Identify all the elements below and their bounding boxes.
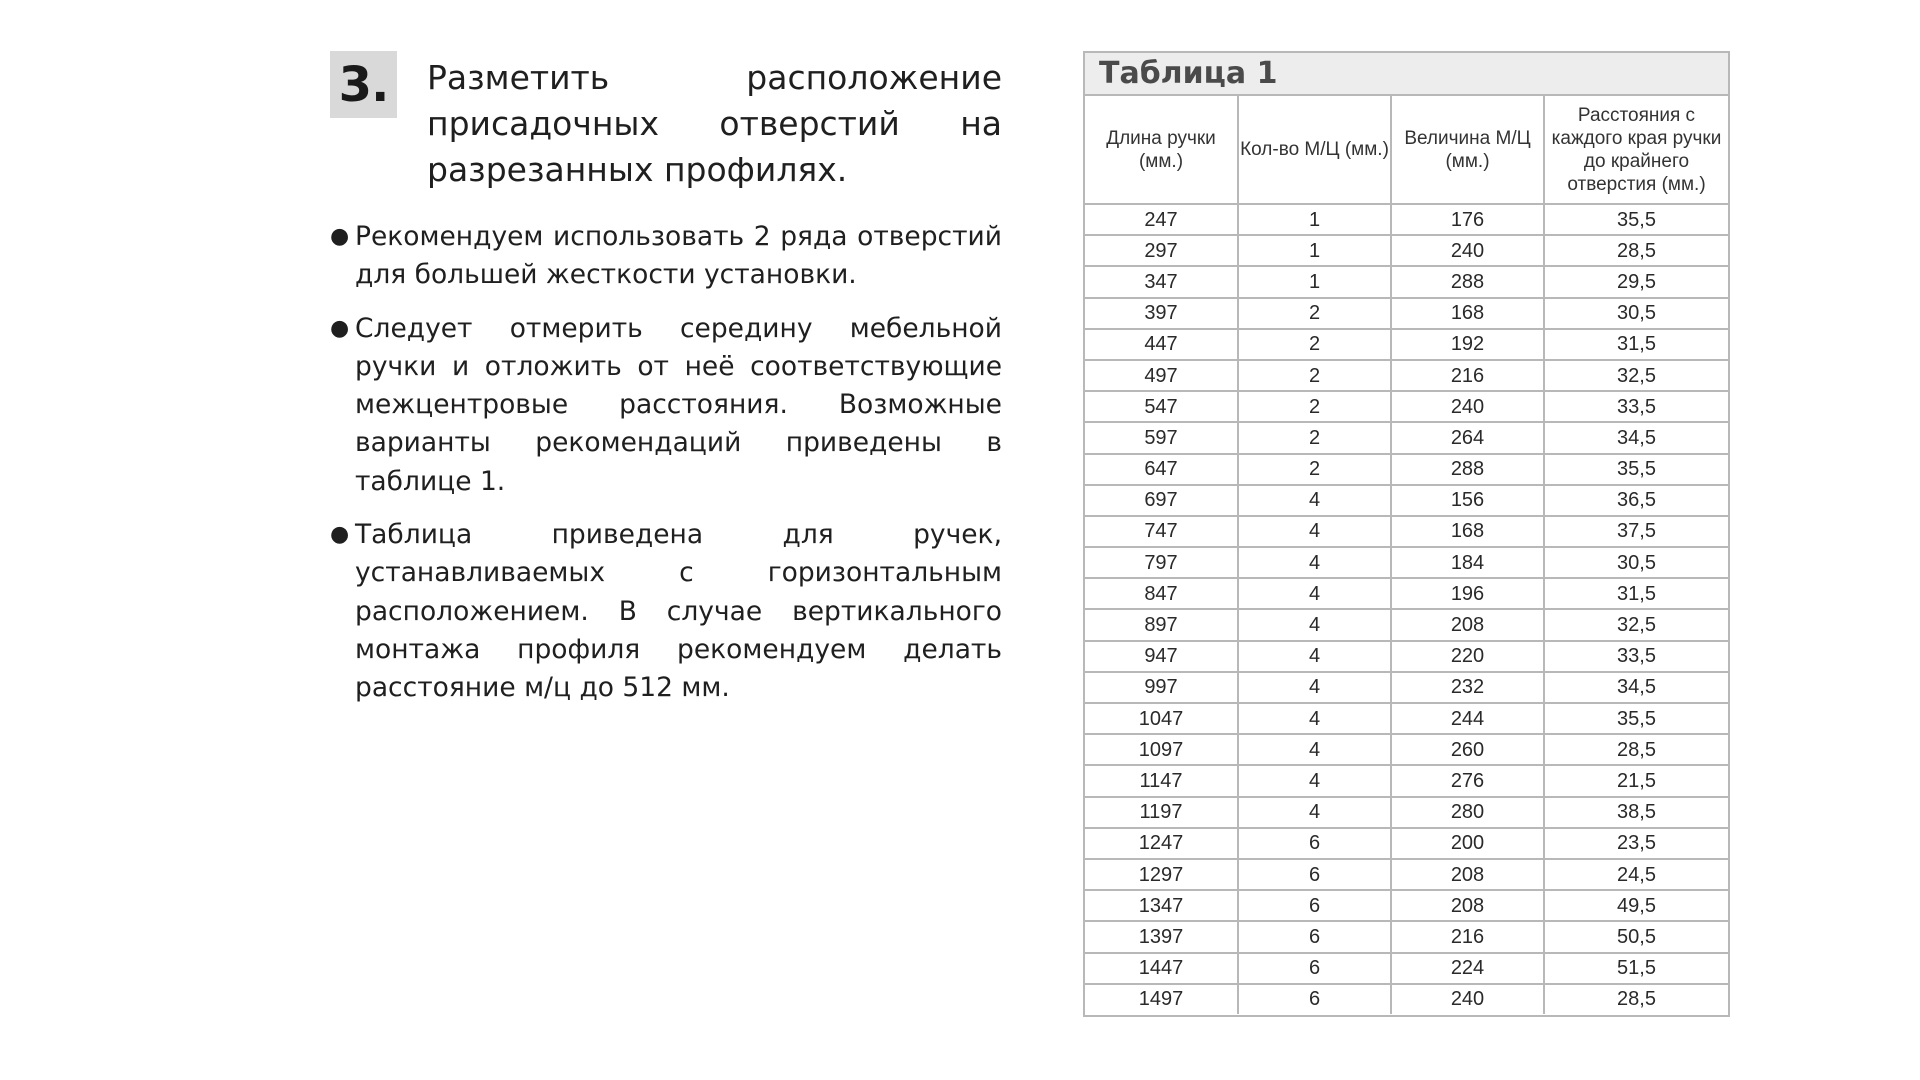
cell-handle-length: 1097 <box>1085 734 1238 765</box>
table-caption: Таблица 1 <box>1085 53 1728 96</box>
cell-hole-count: 4 <box>1238 703 1391 734</box>
cell-handle-length: 497 <box>1085 360 1238 391</box>
table-row <box>1085 703 1728 734</box>
cell-edge-distance: 34,5 <box>1544 422 1728 453</box>
bullet-icon: ● <box>330 522 350 548</box>
cell-center-distance: 196 <box>1391 578 1544 609</box>
bullet-text: Следует отмерить середину мебельной ручки и отложить от неё соответствующие межцентровые расстояния. Возможные варианты рекомендаций приведены в таблице 1. <box>355 312 1002 497</box>
table-row <box>1085 391 1728 422</box>
table-row <box>1085 921 1728 952</box>
cell-handle-length: 1497 <box>1085 984 1238 1014</box>
cell-edge-distance: 24,5 <box>1544 859 1728 890</box>
bullet-text: Таблица приведена для ручек, устанавливаемых с горизонтальным расположением. В случае вертикального монтажа профиля рекомендуем делать расстояние м/ц до 512 мм. <box>355 519 1002 704</box>
cell-hole-count: 2 <box>1238 329 1391 360</box>
spec-table <box>1085 96 1728 1014</box>
cell-handle-length: 697 <box>1085 485 1238 516</box>
cell-center-distance: 264 <box>1391 422 1544 453</box>
cell-edge-distance: 23,5 <box>1544 828 1728 859</box>
cell-center-distance: 168 <box>1391 298 1544 329</box>
cell-handle-length: 1347 <box>1085 890 1238 921</box>
table-row <box>1085 859 1728 890</box>
cell-hole-count: 2 <box>1238 298 1391 329</box>
cell-edge-distance: 37,5 <box>1544 516 1728 547</box>
cell-handle-length: 1447 <box>1085 953 1238 984</box>
step-title: Разметить расположение присадочных отверстий на разрезанных профилях. <box>427 58 1002 189</box>
cell-handle-length: 1047 <box>1085 703 1238 734</box>
cell-center-distance: 184 <box>1391 547 1544 578</box>
cell-center-distance: 220 <box>1391 641 1544 672</box>
recommendation-list <box>330 218 1002 723</box>
cell-hole-count: 4 <box>1238 672 1391 703</box>
cell-edge-distance: 32,5 <box>1544 360 1728 391</box>
cell-handle-length: 947 <box>1085 641 1238 672</box>
cell-center-distance: 240 <box>1391 235 1544 266</box>
table-row <box>1085 953 1728 984</box>
cell-center-distance: 260 <box>1391 734 1544 765</box>
cell-center-distance: 208 <box>1391 859 1544 890</box>
cell-hole-count: 6 <box>1238 921 1391 952</box>
cell-center-distance: 216 <box>1391 360 1544 391</box>
cell-hole-count: 2 <box>1238 391 1391 422</box>
header-hole-count: Кол-во М/Ц (мм.) <box>1238 96 1391 204</box>
header-center-distance: Величина М/Ц (мм.) <box>1391 96 1544 204</box>
cell-edge-distance: 28,5 <box>1544 734 1728 765</box>
table-row <box>1085 734 1728 765</box>
table-row <box>1085 828 1728 859</box>
cell-center-distance: 208 <box>1391 890 1544 921</box>
cell-hole-count: 1 <box>1238 204 1391 235</box>
bullet-icon: ● <box>330 315 350 341</box>
table-row <box>1085 454 1728 485</box>
cell-edge-distance: 28,5 <box>1544 235 1728 266</box>
cell-handle-length: 597 <box>1085 422 1238 453</box>
cell-edge-distance: 31,5 <box>1544 329 1728 360</box>
cell-center-distance: 288 <box>1391 266 1544 297</box>
table-row <box>1085 235 1728 266</box>
cell-hole-count: 6 <box>1238 984 1391 1014</box>
table-row <box>1085 578 1728 609</box>
cell-handle-length: 547 <box>1085 391 1238 422</box>
cell-center-distance: 224 <box>1391 953 1544 984</box>
cell-center-distance: 200 <box>1391 828 1544 859</box>
cell-hole-count: 4 <box>1238 734 1391 765</box>
cell-handle-length: 297 <box>1085 235 1238 266</box>
header-edge-distance: Расстояния с каждого края ручки до крайнего отверстия (мм.) <box>1544 96 1728 204</box>
cell-handle-length: 647 <box>1085 454 1238 485</box>
cell-edge-distance: 33,5 <box>1544 391 1728 422</box>
cell-edge-distance: 21,5 <box>1544 765 1728 796</box>
cell-center-distance: 240 <box>1391 984 1544 1014</box>
table-row <box>1085 890 1728 921</box>
table-row <box>1085 641 1728 672</box>
cell-edge-distance: 35,5 <box>1544 454 1728 485</box>
cell-edge-distance: 51,5 <box>1544 953 1728 984</box>
table-row <box>1085 547 1728 578</box>
cell-center-distance: 244 <box>1391 703 1544 734</box>
cell-hole-count: 2 <box>1238 360 1391 391</box>
table-row <box>1085 609 1728 640</box>
cell-hole-count: 4 <box>1238 765 1391 796</box>
table-row <box>1085 485 1728 516</box>
table-row <box>1085 298 1728 329</box>
cell-center-distance: 216 <box>1391 921 1544 952</box>
cell-handle-length: 397 <box>1085 298 1238 329</box>
cell-hole-count: 1 <box>1238 235 1391 266</box>
bullet-icon: ● <box>330 224 350 249</box>
bullet-text: Рекомендуем использовать 2 ряда отверстий для большей жесткости установки. <box>355 221 1002 291</box>
cell-edge-distance: 32,5 <box>1544 609 1728 640</box>
cell-handle-length: 447 <box>1085 329 1238 360</box>
cell-center-distance: 156 <box>1391 485 1544 516</box>
cell-handle-length: 847 <box>1085 578 1238 609</box>
cell-handle-length: 747 <box>1085 516 1238 547</box>
table-body <box>1085 204 1728 1014</box>
cell-handle-length: 897 <box>1085 609 1238 640</box>
table-row <box>1085 360 1728 391</box>
header-handle-length: Длина ручки (мм.) <box>1085 96 1238 204</box>
table-row <box>1085 329 1728 360</box>
cell-center-distance: 168 <box>1391 516 1544 547</box>
cell-edge-distance: 30,5 <box>1544 547 1728 578</box>
cell-center-distance: 280 <box>1391 797 1544 828</box>
table-header-row <box>1085 96 1728 204</box>
cell-hole-count: 6 <box>1238 953 1391 984</box>
cell-hole-count: 4 <box>1238 578 1391 609</box>
cell-edge-distance: 30,5 <box>1544 298 1728 329</box>
cell-hole-count: 6 <box>1238 859 1391 890</box>
cell-hole-count: 4 <box>1238 485 1391 516</box>
cell-edge-distance: 50,5 <box>1544 921 1728 952</box>
cell-edge-distance: 35,5 <box>1544 703 1728 734</box>
spec-table-container <box>1083 51 1730 1017</box>
cell-center-distance: 232 <box>1391 672 1544 703</box>
cell-hole-count: 6 <box>1238 828 1391 859</box>
cell-handle-length: 247 <box>1085 204 1238 235</box>
cell-center-distance: 192 <box>1391 329 1544 360</box>
cell-handle-length: 1397 <box>1085 921 1238 952</box>
cell-handle-length: 1247 <box>1085 828 1238 859</box>
cell-center-distance: 208 <box>1391 609 1544 640</box>
list-item <box>330 516 1002 707</box>
cell-handle-length: 1297 <box>1085 859 1238 890</box>
table-row <box>1085 266 1728 297</box>
table-row <box>1085 204 1728 235</box>
cell-edge-distance: 28,5 <box>1544 984 1728 1014</box>
cell-edge-distance: 31,5 <box>1544 578 1728 609</box>
table-row <box>1085 422 1728 453</box>
step-number-badge: 3. <box>330 51 397 118</box>
cell-handle-length: 797 <box>1085 547 1238 578</box>
cell-hole-count: 4 <box>1238 609 1391 640</box>
cell-edge-distance: 29,5 <box>1544 266 1728 297</box>
cell-handle-length: 347 <box>1085 266 1238 297</box>
cell-hole-count: 2 <box>1238 422 1391 453</box>
table-row <box>1085 797 1728 828</box>
table-row <box>1085 516 1728 547</box>
cell-edge-distance: 35,5 <box>1544 204 1728 235</box>
cell-hole-count: 4 <box>1238 797 1391 828</box>
cell-hole-count: 4 <box>1238 641 1391 672</box>
list-item <box>330 218 1002 295</box>
table-row <box>1085 672 1728 703</box>
list-item <box>330 310 1002 501</box>
cell-hole-count: 2 <box>1238 454 1391 485</box>
cell-center-distance: 276 <box>1391 765 1544 796</box>
cell-center-distance: 240 <box>1391 391 1544 422</box>
cell-hole-count: 4 <box>1238 547 1391 578</box>
cell-hole-count: 6 <box>1238 890 1391 921</box>
cell-center-distance: 176 <box>1391 204 1544 235</box>
cell-hole-count: 1 <box>1238 266 1391 297</box>
cell-handle-length: 1197 <box>1085 797 1238 828</box>
cell-handle-length: 1147 <box>1085 765 1238 796</box>
table-row <box>1085 765 1728 796</box>
cell-edge-distance: 36,5 <box>1544 485 1728 516</box>
cell-edge-distance: 34,5 <box>1544 672 1728 703</box>
cell-edge-distance: 38,5 <box>1544 797 1728 828</box>
cell-center-distance: 288 <box>1391 454 1544 485</box>
cell-handle-length: 997 <box>1085 672 1238 703</box>
table-row <box>1085 984 1728 1014</box>
cell-edge-distance: 49,5 <box>1544 890 1728 921</box>
cell-edge-distance: 33,5 <box>1544 641 1728 672</box>
cell-hole-count: 4 <box>1238 516 1391 547</box>
